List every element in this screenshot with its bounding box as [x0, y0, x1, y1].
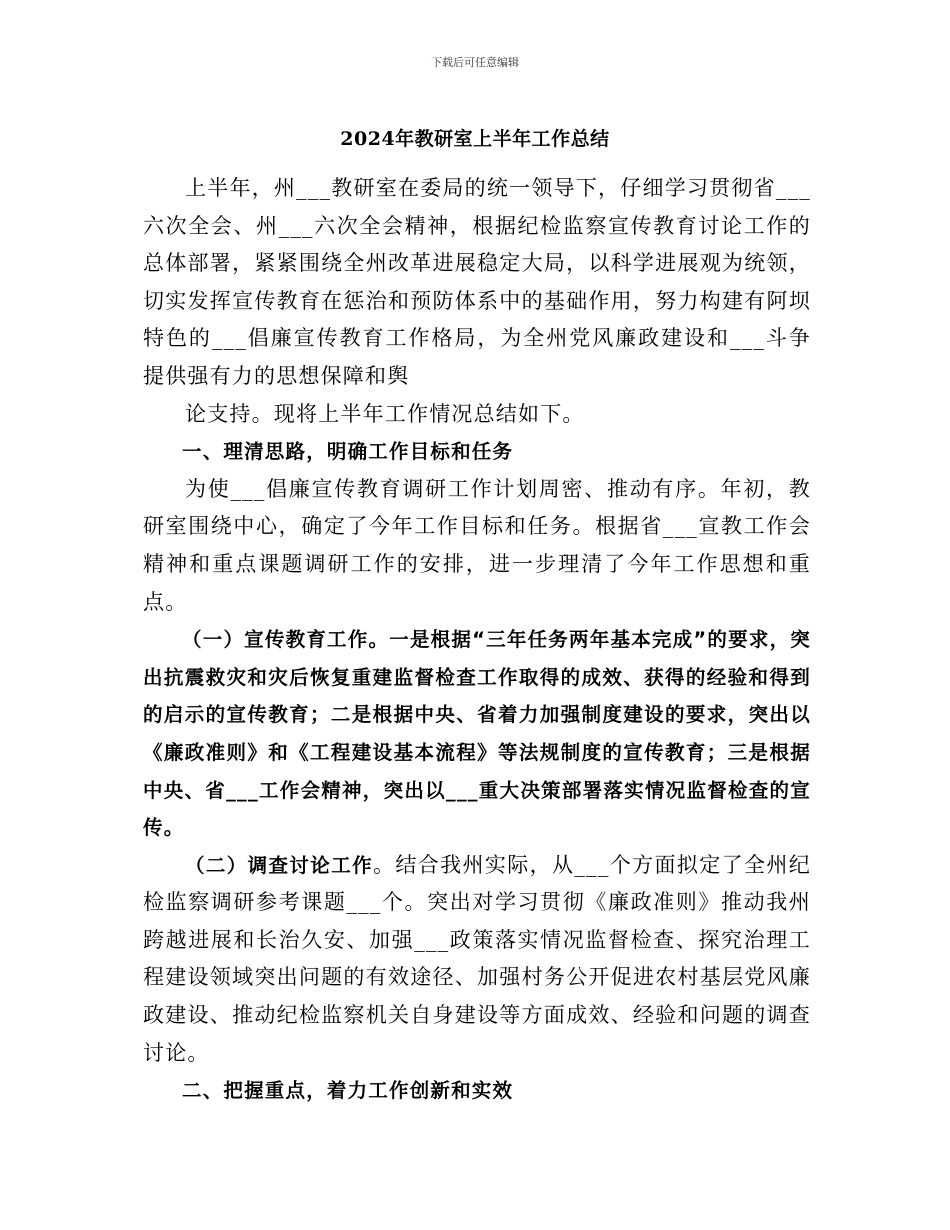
section-2-heading: 二、把握重点，着力工作创新和实效: [182, 1079, 514, 1103]
section-1-heading: 一、理清思路，明确工作目标和任务: [182, 440, 514, 464]
section-1-item-2: [143, 847, 811, 1073]
section-1-paragraph: 为使___倡廉宣传教育调研工作计划周密、推动有序。年初，教研室围绕中心，确定了今年工作目标和任务。根据省___宣教工作会精神和重点课题调研工作的安排，进一步理清了今年工作思想和重点。: [143, 476, 811, 614]
document-body: [143, 170, 811, 1110]
intro-paragraph: 上半年，州___教研室在委局的统一领导下，仔细学习贯彻省___六次全会、州___六次全会精神，根据纪检监察宣传教育讨论工作的总体部署，紧紧围绕全州改革进展稳定大局，以科学进展观为统领，切实发挥宣传教育在惩治和预防体系中的基础作用，努力构建有阿坝特色的___倡廉宣传教育工作格局，为全州党风廉政建设和___斗争提供强有力的思想保障和舆: [143, 176, 811, 388]
section-1-item-1: （一）宣传教育工作。一是根据“三年任务两年基本完成”的要求，突出抗震救灾和灾后恢复重建监督检查工作取得的成效、获得的经验和得到的启示的宣传教育；二是根据中央、省着力加强制度建设的要求，突出以《廉政准则》和《工程建设基本流程》等法规制度的宣传教育；三是根据中央、省___工作会精神，突出以___重大决策部署落实情况监督检查的宣传。: [143, 628, 811, 840]
document-title: 2024年教研室上半年工作总结: [340, 128, 610, 150]
section-1-item-2-text: 。结合我州实际，从___个方面拟定了全州纪检监察调研参考课题___个。突出对学习贯彻《廉政准则》推动我州跨越进展和长治久安、加强___政策落实情况监督检查、探究治理工程建设领域突出问题的有效途径、加强村务公开促进农村基层党风廉政建设、推动纪检监察机关自身建设等方面成效、经验和问题的调查讨论。: [143, 852, 811, 1065]
intro-paragraph-continued: 论支持。现将上半年工作情况总结如下。: [185, 401, 585, 426]
header-note: 下载后可任意编辑: [431, 56, 519, 69]
section-1-item-2-lead: （二）调查讨论工作: [185, 853, 373, 877]
